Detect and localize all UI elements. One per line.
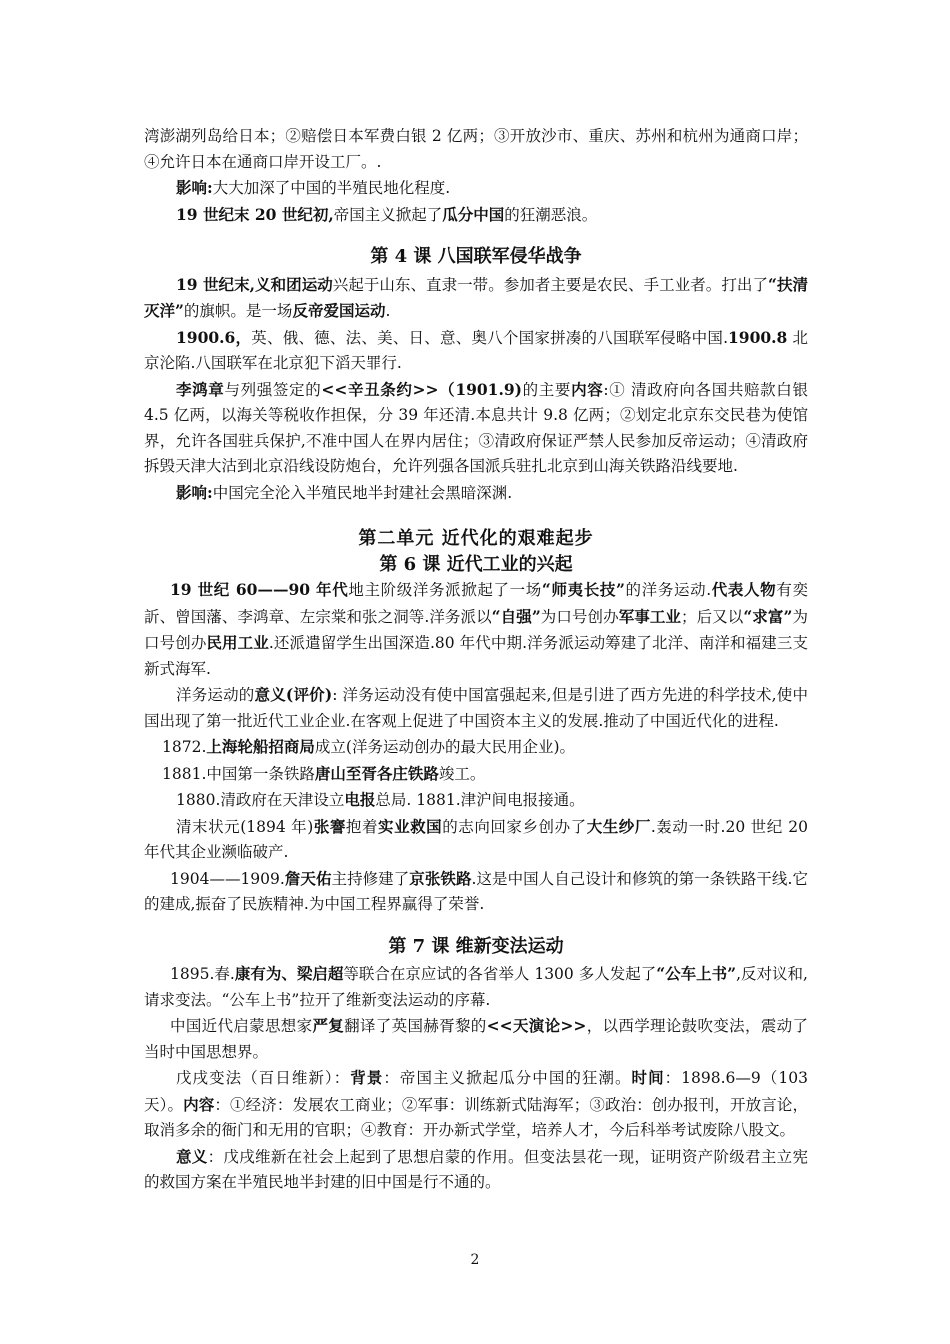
- paragraph: 19 世纪末 20 世纪初,帝国主义掀起了瓜分中国的狂潮恶浪。: [176, 204, 598, 224]
- paragraph: 意义：戊戌维新在社会上起到了思想启蒙的作用。但变法昙花一现，证明资产阶级君主立宪的救国方案在半殖民地半封建的旧中国是行不通的。: [144, 1146, 808, 1191]
- unit-heading: 第二单元 近代化的艰难起步: [358, 528, 594, 549]
- paragraph: 湾澎湖列岛给日本；②赔偿日本军费白银 2 亿两；③开放沙市、重庆、苏州和杭州为通商口岸；④允许日本在通商口岸开设工厂。.: [144, 127, 808, 171]
- paragraph: 19 世纪 60——90 年代地主阶级洋务派掀起了一场“师夷长技”的洋务运动.代表人物有奕訢、曾国藩、李鸿章、左宗棠和张之洞等.洋务派以“自强”为口号创办军事工业；后又以“求富”为口号创办民用工业.还派遣留学生出国深造.80 年代中期.洋务派运动筹建了北洋、南洋和福建三支新式海军.: [144, 580, 808, 678]
- paragraph: 影响:大大加深了中国的半殖民地化程度.: [176, 178, 451, 197]
- lesson-heading: 第 4 课 八国联军侵华战争: [370, 246, 582, 267]
- paragraph: 洋务运动的意义(评价): 洋务运动没有使中国富强起来,但是引进了西方先进的科学技术,使中国出现了第一批近代工业企业.在客观上促进了中国资本主义的发展.推动了中国近代化的进程.: [144, 685, 808, 730]
- paragraph: 戊戌变法（百日维新）：背景：帝国主义掀起瓜分中国的狂潮。时间：1898.6—9（103 天）。内容：①经济：发展农工商业；②军事：训练新式陆海军；③政治：创办报刊，开放言论，取消多余的衙门和无用的官职；④教育：开办新式学堂，培养人才，今后科举考试废除八股文。: [144, 1068, 808, 1139]
- paragraph: 1904——1909.詹天佑主持修建了京张铁路.这是中国人自己设计和修筑的第一条铁路干线.它的建成,振奋了民族精神.为中国工程界赢得了荣誉.: [144, 868, 808, 913]
- lesson-heading: 第 6 课 近代工业的兴起: [379, 553, 573, 575]
- paragraph: 1900.6，英、俄、德、法、美、日、意、奥八个国家拼凑的八国联军侵略中国.1900.8 北京沦陷.八国联军在北京犯下滔天罪行.: [144, 327, 808, 372]
- paragraph: 中国近代启蒙思想家严复翻译了英国赫胥黎的<<天演论>>，以西学理论鼓吹变法，震动了当时中国思想界。: [144, 1016, 808, 1061]
- page-number: 2: [470, 1252, 480, 1268]
- paragraph: 1880.清政府在天津设立电报总局. 1881.津沪间电报接通。: [176, 790, 585, 809]
- paragraph: 李鸿章与列强签定的<<辛丑条约>>（1901.9)的主要内容:① 清政府向各国共赔款白银 4.5 亿两，以海关等税收作担保，分 39 年还清.本息共计 9.8 亿两；②划定北京东交民巷为使馆界，允许各国驻兵保护,不准中国人在界内居住；③清政府保证严禁人民参加反帝运动；④清政府拆毁天津大沽到北京沿线设防炮台，允许列强各国派兵驻扎北京到山海关铁路沿线要地.: [144, 379, 808, 475]
- paragraph: 影响:中国完全沦入半殖民地半封建社会黑暗深渊.: [176, 482, 513, 502]
- paragraph: 1895.春.康有为、梁启超等联合在京应试的各省举人 1300 多人发起了“公车上书”,反对议和,请求变法。“公车上书”拉开了维新变法运动的序幕.: [144, 964, 808, 1009]
- paragraph: 1881.中国第一条铁路唐山至胥各庄铁路竣工。: [162, 763, 486, 783]
- lesson-heading: 第 7 课 维新变法运动: [388, 935, 564, 957]
- paragraph: 清末状元(1894 年)张謇抱着实业救国的志向回家乡创办了大生纱厂.轰动一时.20 世纪 20 年代其企业濒临破产.: [144, 816, 808, 861]
- paragraph: 19 世纪末,义和团运动兴起于山东、直隶一带。参加者主要是农民、手工业者。打出了“扶清灭洋”的旗帜。是一场反帝爱国运动.: [144, 274, 808, 320]
- paragraph: 1872.上海轮船招商局成立(洋务运动创办的最大民用企业)。: [162, 737, 575, 756]
- document-body: [144, 124, 808, 1196]
